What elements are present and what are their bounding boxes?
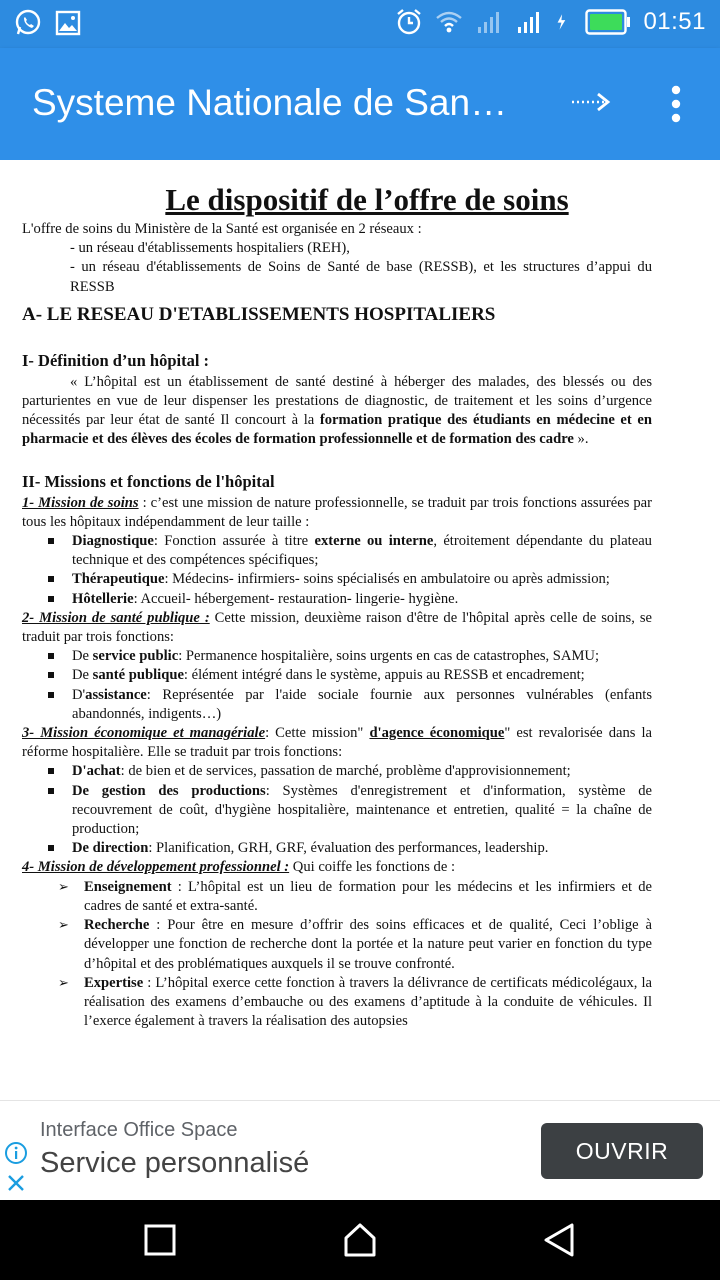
list-item: De santé publique: élément intégré dans le système, appuis au RESSB et encadrement; bbox=[72, 666, 652, 685]
battery-icon bbox=[585, 9, 631, 35]
close-icon[interactable] bbox=[4, 1171, 28, 1195]
app-title: Systeme Nationale de San… bbox=[32, 82, 508, 123]
network-item: - un réseau d'établissements de Soins de Santé de base (RESSB), et les structures d’appui du RESSB bbox=[70, 259, 652, 295]
signal-icon bbox=[515, 8, 543, 36]
document-view[interactable] bbox=[0, 160, 720, 1100]
mission-list bbox=[22, 532, 652, 609]
ad-open-button[interactable]: OUVRIR bbox=[541, 1123, 703, 1179]
more-vert-icon[interactable] bbox=[660, 82, 692, 126]
ad-banner[interactable] bbox=[0, 1100, 720, 1200]
list-item: ➢ Enseignement : L’hôpital est un lieu de formation pour les médecins et les infirmiers et de cadres de santé et extra-santé. bbox=[84, 878, 652, 916]
list-item: ➢ Expertise : L’hôpital exerce cette fonction à travers la délivrance de certificats médicolégaux, la réalisation des examens d’embauche ou des examens d’aptitude à la conduite de véhicules. Il l’exerce également à travers la réalisation des autopsies bbox=[84, 974, 652, 1032]
list-item: Hôtellerie: Accueil- hébergement- restauration- lingerie- hygiène. bbox=[72, 590, 652, 609]
mission-paragraph: 2- Mission de santé publique : Cette mission, deuxième raison d'être de l'hôpital après celle de soins, se traduit par trois fonctions: bbox=[22, 609, 652, 646]
whatsapp-icon bbox=[14, 9, 42, 37]
definition-text: « L’hôpital est un établissement de santé destiné à héberger des malades, des blessés ou des parturientes en vue de leur dispenser les prestations de diagnostic, de traitement et les soins d’urgence nécessités par leur état de santé Il concourt à la formation pratique des étudiants en médecine et en pharmacie et des élèves des écoles de formation professionnelle et de formation des cadre ». bbox=[22, 373, 653, 448]
mission-list bbox=[22, 762, 652, 858]
status-bar bbox=[0, 0, 720, 48]
list-item: De gestion des productions: Systèmes d'enregistrement et d'information, système de recouvrement de coût, d'hygiène hospitalière, maintenance et entretien, qualité = la chaîne de production; bbox=[72, 782, 652, 840]
network-item: - un réseau d'établissements hospitaliers (REH), bbox=[70, 240, 350, 257]
document-title: Le dispositif de l’offre de soins bbox=[165, 182, 569, 217]
ad-headline: Service personnalisé bbox=[40, 1147, 310, 1179]
list-item: D'achat: de bien et de services, passation de marché, problème d'approvisionnement; bbox=[72, 762, 652, 781]
list-item: De direction: Planification, GRH, GRF, évaluation des performances, leadership. bbox=[72, 839, 652, 858]
signal-icon bbox=[475, 8, 503, 36]
intro-text: L'offre de soins du Ministère de la Santé est organisée en 2 réseaux : bbox=[22, 221, 422, 237]
wifi-icon bbox=[435, 8, 463, 36]
mission-list bbox=[22, 647, 652, 724]
image-icon bbox=[54, 9, 82, 37]
nav-bar bbox=[0, 1200, 720, 1280]
mission-paragraph: 4- Mission de développement professionnel : Qui coiffe les fonctions de : bbox=[22, 859, 456, 876]
list-item: ➢ Recherche : Pour être en mesure d’offrir des soins efficaces et de qualité, Ceci l’oblige à développer une fonction de recherche dont la portée et la nature peut varier en fonction du type d’hôpital et des problématiques auxquels il se trouve confronté. bbox=[84, 916, 652, 974]
home-icon[interactable] bbox=[340, 1220, 380, 1260]
alarm-icon bbox=[395, 8, 423, 36]
ad-brand: Interface Office Space bbox=[40, 1119, 238, 1141]
mission-paragraph: 3- Mission économique et managériale: Cette mission" d'agence économique" est revalorisée dans la réforme hospitalière. Elle se traduit par trois fonctions: bbox=[22, 725, 653, 761]
charging-icon bbox=[555, 8, 573, 36]
forward-arrow-icon[interactable] bbox=[568, 84, 616, 120]
list-item: D'assistance: Représentée par l'aide sociale fournie aux personnes vulnérables (enfants abandonnés, indigents…) bbox=[72, 686, 652, 724]
info-icon[interactable] bbox=[4, 1141, 28, 1165]
definition-heading: I- Définition d’un hôpital : bbox=[22, 350, 210, 370]
document-content bbox=[22, 180, 652, 1031]
app-bar bbox=[0, 48, 720, 160]
list-item: Thérapeutique: Médecins- infirmiers- soins spécialisés en ambulatoire ou après admission; bbox=[72, 570, 652, 589]
mission-list bbox=[22, 878, 652, 1032]
missions-heading: II- Missions et fonctions de l'hôpital bbox=[22, 471, 275, 491]
status-time: 01:51 bbox=[643, 8, 706, 35]
recents-square-icon[interactable] bbox=[140, 1220, 180, 1260]
back-icon[interactable] bbox=[540, 1220, 580, 1260]
list-item: Diagnostique: Fonction assurée à titre externe ou interne, étroitement dépendante du plateau technique et des compétences spécifiques; bbox=[72, 532, 652, 570]
section-a-heading: A- LE RESEAU D'ETABLISSEMENTS HOSPITALIERS bbox=[22, 303, 496, 325]
mission-paragraph: 1- Mission de soins : c’est une mission de nature professionnelle, se traduit par trois fonctions assurées par tous les hôpitaux indépendamment de leur taille : bbox=[22, 494, 652, 530]
list-item: De service public: Permanence hospitalière, soins urgents en cas de catastrophes, SAMU; bbox=[72, 647, 652, 666]
